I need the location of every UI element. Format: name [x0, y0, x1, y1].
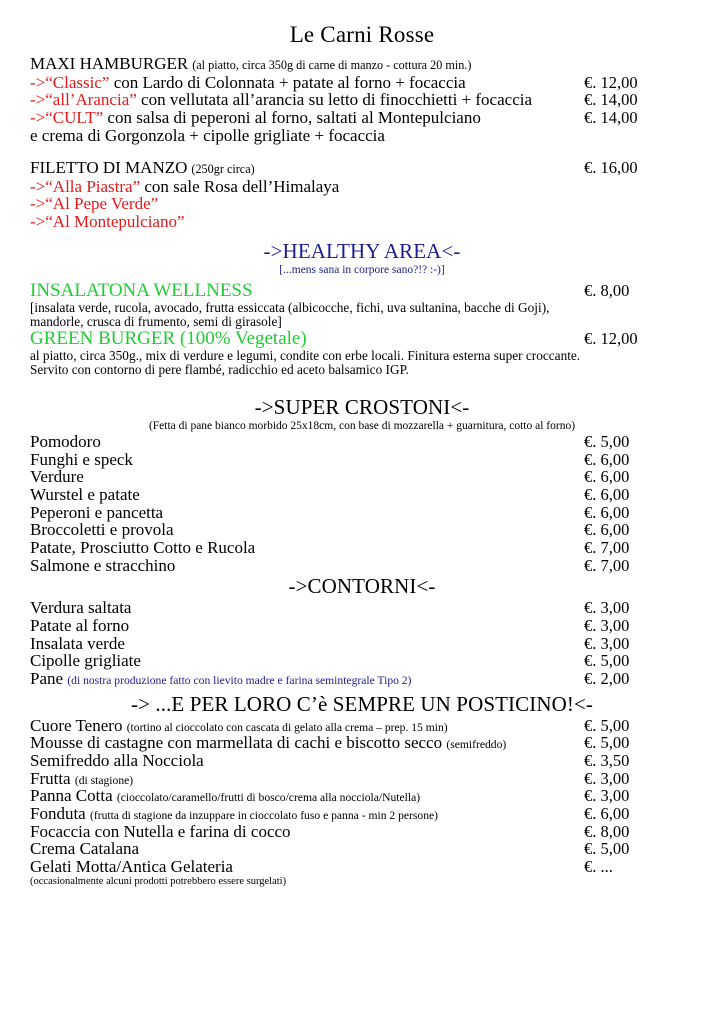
item-name: Panna Cotta [30, 786, 117, 806]
item-description: al piatto, circa 350g., mix di verdure e legumi, condite con erbe locali. Finitura esterna super croccante. [30, 348, 581, 364]
item-name: Mousse di castagne con marmellata di cachi e biscotto secco [30, 733, 447, 753]
item-name: Pane [30, 669, 68, 689]
item-variant-name: “all’Arancia” [45, 90, 137, 110]
item-price: €. ... [584, 857, 613, 877]
item-name: Salmone e stracchino [30, 555, 176, 575]
menu-item-row [0, 805, 724, 823]
item-name: Frutta [30, 768, 75, 788]
group-heading-note: (al piatto, circa 350g di carne di manzo - cottura 20 min.) [192, 58, 472, 72]
menu-item-row [0, 823, 724, 841]
item-variant-name: “Al Montepulciano” [45, 211, 185, 231]
section-heading-super-crostoni: ->SUPER CROSTONI<- [254, 394, 470, 419]
group-heading-filetto-di-manzo [0, 159, 724, 178]
item-price: €. 14,00 [584, 90, 638, 110]
item-name: Gelati Motta/Antica Gelateria [30, 857, 233, 877]
section-heading-dolci: -> ...E PER LORO C’è SEMPRE UN POSTICINO!<- [131, 691, 593, 716]
item-arrow: -> [30, 72, 46, 92]
item-price: €. 3,00 [584, 786, 630, 806]
menu-item-row [0, 109, 724, 127]
menu-item-row [0, 670, 724, 688]
item-price: €. 8,00 [584, 280, 630, 300]
item-note: (tortino al cioccolato con cascata di gelato alla crema – prep. 15 min) [126, 720, 448, 734]
item-description-continuation: e crema di Gorgonzola + cipolle grigliate + focaccia [30, 125, 385, 145]
item-price: €. 3,00 [584, 616, 630, 636]
menu-item-row [0, 557, 724, 575]
menu-item-row [0, 521, 724, 539]
item-price: €. 3,50 [584, 751, 630, 771]
item-price: €. 5,00 [584, 839, 630, 859]
item-price: €. 5,00 [584, 432, 630, 452]
section-heading-healthy-area: ->HEALTHY AREA<- [263, 238, 461, 263]
item-note: (di stagione) [74, 773, 134, 787]
item-description: mandorle, crusca di frumento, semi di girasole] [30, 313, 282, 329]
item-price: €. 6,00 [584, 485, 630, 505]
item-price: €. 7,00 [584, 538, 630, 558]
item-note: (frutta di stagione da inzuppare in cioccolato fuso e panna - min 2 persone) [89, 809, 438, 823]
menu-item-row [0, 752, 724, 770]
section-subheading-healthy-area: [...mens sana in corpore sano?!? :-)] [279, 263, 445, 276]
item-description: con vellutata all’arancia su letto di finocchietti + focaccia [136, 90, 533, 110]
item-name: Funghi e speck [30, 449, 133, 469]
group-heading-price: €. 16,00 [584, 158, 638, 177]
item-name: Focaccia con Nutella e farina di cocco [30, 821, 291, 841]
menu-item-row [0, 734, 724, 752]
menu-item-row [0, 195, 724, 213]
item-note: (semifreddo) [446, 738, 507, 752]
item-name: Cuore Tenero [30, 715, 127, 735]
item-price: €. 6,00 [584, 804, 630, 824]
menu-item-row [0, 717, 724, 735]
item-name: Verdure [30, 467, 84, 487]
menu-item-row [0, 74, 724, 92]
item-name: Semifreddo alla Nocciola [30, 751, 204, 771]
menu-item-row [0, 840, 724, 858]
section-footnote: (occasionalmente alcuni prodotti potrebbero essere surgelati) [30, 875, 287, 887]
item-description: [insalata verde, rucola, avocado, frutta essiccata (albicocche, fichi, uva sultanina, bacche di Goji), [30, 299, 550, 315]
item-arrow: -> [30, 107, 46, 127]
menu-item-row [0, 599, 724, 617]
item-description: con Lardo di Colonnata + patate al forno + focaccia [109, 72, 466, 92]
item-name: Peperoni e pancetta [30, 502, 164, 522]
menu-item-row [0, 635, 724, 653]
group-heading-label: MAXI HAMBURGER [30, 54, 189, 73]
item-name: Wurstel e patate [30, 485, 140, 505]
menu-item-row [0, 486, 724, 504]
item-variant-name: “CULT” [45, 107, 104, 127]
item-price: €. 5,00 [584, 651, 630, 671]
item-name: Broccoletti e provola [30, 520, 174, 540]
menu-item-row [0, 433, 724, 451]
group-heading-note: (250gr circa) [191, 162, 255, 176]
item-name: Cipolle grigliate [30, 651, 141, 671]
item-name: GREEN BURGER (100% Vegetale) [30, 328, 307, 350]
section-subheading-super-crostoni: (Fetta di pane bianco morbido 25x18cm, con base di mozzarella + guarnitura, cotto al forno) [148, 419, 576, 432]
menu-item-row [0, 451, 724, 469]
item-arrow: -> [30, 176, 46, 196]
item-price: €. 5,00 [584, 715, 630, 735]
menu-item-row [0, 213, 724, 231]
item-name: Fonduta [30, 804, 90, 824]
item-price: €. 12,00 [584, 72, 638, 92]
item-name: Crema Catalana [30, 839, 140, 859]
item-description: con salsa di peperoni al forno, saltati al Montepulciano [103, 107, 481, 127]
menu-item-row [0, 858, 724, 876]
item-price: €. 6,00 [584, 449, 630, 469]
menu-item-row [0, 539, 724, 557]
item-arrow: -> [30, 194, 46, 214]
menu-item-row [0, 770, 724, 788]
item-price: €. 3,00 [584, 598, 630, 618]
menu-item-row [0, 281, 724, 301]
item-price: €. 6,00 [584, 520, 630, 540]
item-name: Pomodoro [30, 432, 101, 452]
item-price: €. 14,00 [584, 107, 638, 127]
item-description: Servito con contorno di pere flambé, radicchio ed aceto balsamico IGP. [30, 362, 409, 378]
item-arrow: -> [30, 211, 46, 231]
item-arrow: -> [30, 90, 46, 110]
item-price: €. 8,00 [584, 821, 630, 841]
menu-item-row [0, 468, 724, 486]
item-price: €. 7,00 [584, 555, 630, 575]
menu-item-row [0, 617, 724, 635]
menu-item-row [0, 178, 724, 196]
item-name: Patate al forno [30, 616, 130, 636]
menu-item-row [0, 329, 724, 349]
item-variant-name: “Alla Piastra” [45, 176, 141, 196]
item-name: INSALATONA WELLNESS [30, 279, 253, 301]
item-price: €. 3,00 [584, 768, 630, 788]
item-variant-name: “Classic” [45, 72, 110, 92]
item-price: €. 6,00 [584, 502, 630, 522]
page-title: Le Carni Rosse [289, 22, 435, 47]
menu-item-row [0, 787, 724, 805]
item-description: con sale Rosa dell’Himalaya [140, 176, 340, 196]
item-variant-name: “Al Pepe Verde” [45, 194, 159, 214]
item-price: €. 6,00 [584, 467, 630, 487]
item-name: Verdura saltata [30, 598, 132, 618]
menu-item-row [0, 91, 724, 109]
item-price: €. 5,00 [584, 733, 630, 753]
group-heading-maxi-hamburger [0, 55, 724, 74]
item-price: €. 12,00 [584, 329, 638, 349]
item-note: (cioccolato/caramello/frutti di bosco/crema alla nocciola/Nutella) [116, 791, 421, 805]
menu-item-row [0, 504, 724, 522]
item-price: €. 2,00 [584, 669, 630, 689]
item-note: (di nostra produzione fatto con lievito madre e farina semintegrale Tipo 2) [67, 674, 412, 688]
group-heading-label: FILETTO DI MANZO [30, 158, 188, 177]
item-name: Insalata verde [30, 633, 125, 653]
item-name: Patate, Prosciutto Cotto e Rucola [30, 538, 256, 558]
item-price: €. 3,00 [584, 633, 630, 653]
menu-item-row [0, 652, 724, 670]
section-heading-contorni: ->CONTORNI<- [288, 574, 436, 599]
